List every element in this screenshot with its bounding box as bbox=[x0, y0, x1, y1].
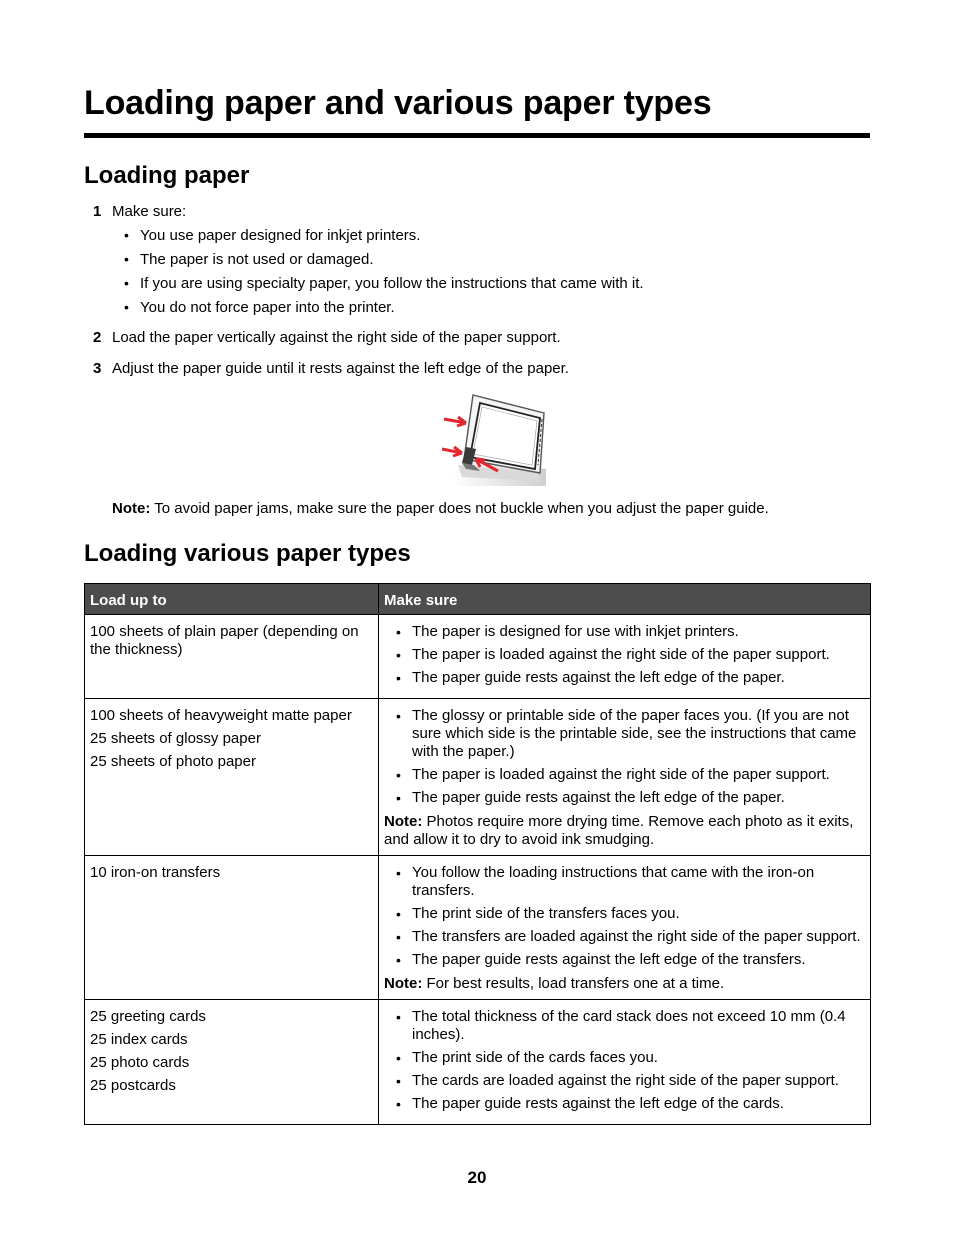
bullet-icon: • bbox=[124, 275, 129, 291]
load-cell bbox=[85, 856, 379, 1000]
table-row bbox=[85, 699, 871, 856]
make-sure-cell bbox=[379, 1000, 871, 1125]
list-item: • The paper is designed for use with inkjet printers. bbox=[396, 623, 865, 641]
load-item: 100 sheets of heavyweight matte paper bbox=[90, 707, 352, 724]
list-item: • The paper guide rests against the left edge of the paper. bbox=[396, 669, 865, 687]
section-heading-loading-paper: Loading paper bbox=[84, 162, 250, 189]
list-item: • The print side of the cards faces you. bbox=[396, 1049, 865, 1067]
page-title: Loading paper and various paper types bbox=[84, 84, 712, 122]
load-item: 25 photo cards bbox=[90, 1054, 190, 1071]
list-item: • The paper is loaded against the right side of the paper support. bbox=[396, 646, 865, 664]
page-number: 20 bbox=[467, 1168, 487, 1187]
step-2 bbox=[93, 329, 561, 347]
step-text: Load the paper vertically against the right side of the paper support. bbox=[112, 329, 561, 346]
table-row bbox=[85, 1000, 871, 1125]
make-sure-cell bbox=[379, 856, 871, 1000]
step-text: Adjust the paper guide until it rests against the left edge of the paper. bbox=[112, 360, 569, 377]
load-item: 25 sheets of photo paper bbox=[90, 753, 256, 770]
step-number: 2 bbox=[93, 329, 102, 346]
load-item: 25 index cards bbox=[90, 1031, 188, 1048]
make-sure-cell bbox=[379, 615, 871, 699]
column-header-load-up-to: Load up to bbox=[85, 584, 379, 615]
column-header-make-sure: Make sure bbox=[379, 584, 871, 615]
load-item: 25 postcards bbox=[90, 1077, 176, 1094]
list-item: • You follow the loading instructions that came with the iron-on transfers. bbox=[396, 864, 865, 900]
step-text: Make sure: bbox=[112, 203, 187, 220]
note bbox=[112, 500, 769, 518]
list-item: • The paper is loaded against the right side of the paper support. bbox=[396, 766, 865, 784]
load-item: 100 sheets of plain paper (depending on the thickness) bbox=[90, 623, 359, 658]
table-header-row bbox=[85, 584, 871, 615]
list-item: • The paper is not used or damaged. bbox=[124, 251, 374, 268]
list-item: • You do not force paper into the printer. bbox=[124, 299, 395, 316]
paper-types-table bbox=[84, 583, 871, 1125]
list-item: • The paper guide rests against the left edge of the transfers. bbox=[396, 951, 865, 969]
load-item: 25 sheets of glossy paper bbox=[90, 730, 261, 747]
section-heading-various-types: Loading various paper types bbox=[84, 540, 411, 567]
list-item: • You use paper designed for inkjet printers. bbox=[124, 227, 421, 244]
load-item: 10 iron-on transfers bbox=[90, 864, 221, 881]
step-number: 1 bbox=[93, 203, 102, 220]
note-label: Note: bbox=[112, 500, 151, 517]
load-cell bbox=[85, 615, 379, 699]
cell-note: Note: Photos require more drying time. Remove each photo as it exits, and allow it to dry to avoid ink smudging. bbox=[384, 813, 854, 848]
list-item: • The glossy or printable side of the paper faces you. (If you are not sure which side is the printable side, see the instructions that came with the paper.) bbox=[396, 707, 865, 761]
bullet-icon: • bbox=[124, 299, 129, 315]
step-number: 3 bbox=[93, 360, 102, 377]
step-1 bbox=[93, 203, 186, 221]
list-item: • The paper guide rests against the left edge of the paper. bbox=[396, 789, 865, 807]
list-item: • The transfers are loaded against the right side of the paper support. bbox=[396, 928, 865, 946]
step-3 bbox=[93, 360, 569, 378]
list-item: • The paper guide rests against the left edge of the cards. bbox=[396, 1095, 865, 1113]
list-item: • If you are using specialty paper, you follow the instructions that came with it. bbox=[124, 275, 644, 292]
make-sure-cell bbox=[379, 699, 871, 856]
paper-loading-illustration bbox=[440, 393, 548, 486]
load-cell bbox=[85, 1000, 379, 1125]
list-item: • The print side of the transfers faces you. bbox=[396, 905, 865, 923]
table-row bbox=[85, 615, 871, 699]
note-text: To avoid paper jams, make sure the paper does not buckle when you adjust the paper guide. bbox=[150, 500, 769, 517]
load-item: 25 greeting cards bbox=[90, 1008, 206, 1025]
title-rule bbox=[84, 133, 870, 138]
list-item: • The total thickness of the card stack does not exceed 10 mm (0.4 inches). bbox=[396, 1008, 865, 1044]
bullet-icon: • bbox=[124, 227, 129, 243]
table-row bbox=[85, 856, 871, 1000]
list-item: • The cards are loaded against the right side of the paper support. bbox=[396, 1072, 865, 1090]
load-cell bbox=[85, 699, 379, 856]
bullet-icon: • bbox=[124, 251, 129, 267]
cell-note: Note: For best results, load transfers one at a time. bbox=[384, 975, 725, 992]
